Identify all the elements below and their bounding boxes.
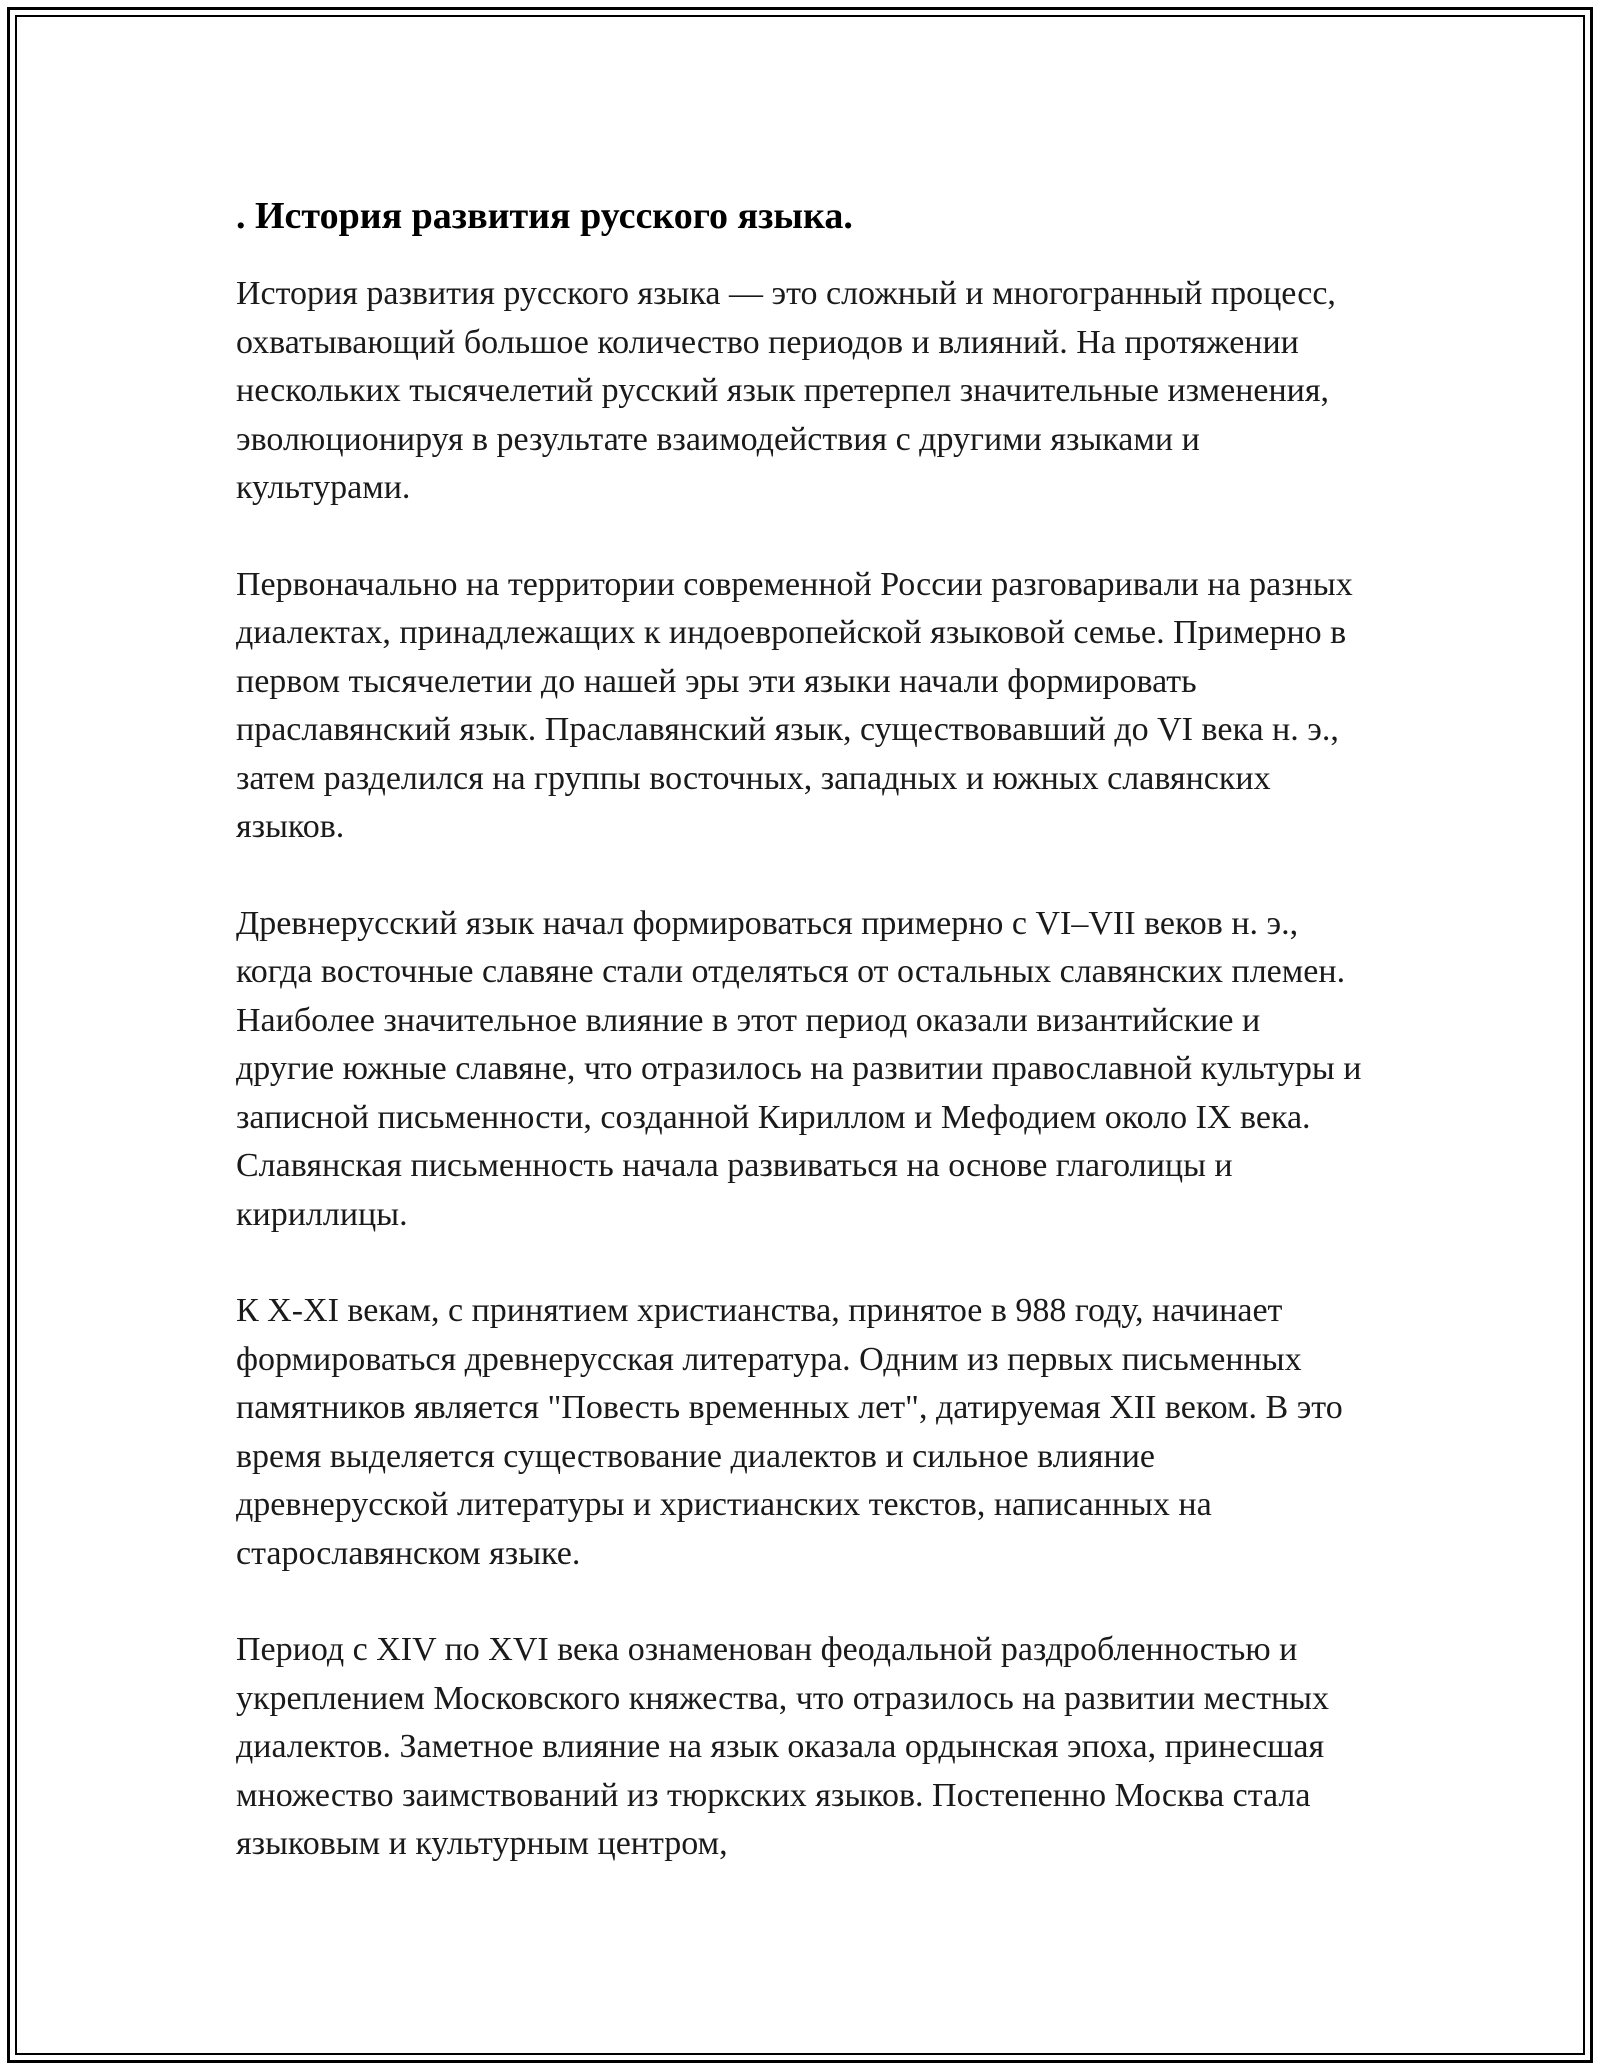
page-title: . История развития русского языка. (236, 195, 853, 237)
paragraph-1: История развития русского языка — это сложный и многогранный процесс, охватывающий большое количество периодов и влияний. На протяжении нескольких тысячелетий русский язык претерпел значительные изменения, эволюционируя в результате взаимодействия с другими языками и культурами. (236, 275, 1336, 506)
paragraph-3: Древнерусский язык начал формироваться примерно с VI–VII веков н. э., когда восточные славяне стали отделяться от остальных славянских племен. Наиболее значительное влияние в этот период оказали византийские и другие южные славяне, что отразилось на развитии православной культуры и записной письменности, созданной Кириллом и Мефодием около IX века. Славянская письменность начала развиваться на основе глаголицы и кириллицы. (236, 904, 1362, 1233)
paragraph-4: К X-XI векам, с принятием христианства, принятое в 988 году, начинает формироваться древнерусская литература. Одним из первых письменных памятников является "Повесть временных лет", датируемая XII веком. В это время выделяется существование диалектов и сильное влияние древнерусской литературы и христианских текстов, написанных на старославянском языке. (236, 1292, 1343, 1572)
document-body (236, 188, 1366, 1869)
paragraph-5: Период с XIV по XVI века ознаменован феодальной раздробленностью и укреплением Московского княжества, что отразилось на развитии местных диалектов. Заметное влияние на язык оказала ордынская эпоха, принесшая множество заимствований из тюркских языков. Постепенно Москва стала языковым и культурным центром, (236, 1631, 1329, 1862)
paragraph-2: Первоначально на территории современной России разговаривали на разных диалектах, принадлежащих к индоевропейской языковой семье. Примерно в первом тысячелетии до нашей эры эти языки начали формировать праславянский язык. Праславянский язык, существовавший до VI века н. э., затем разделился на группы восточных, западных и южных славянских языков. (236, 565, 1353, 845)
